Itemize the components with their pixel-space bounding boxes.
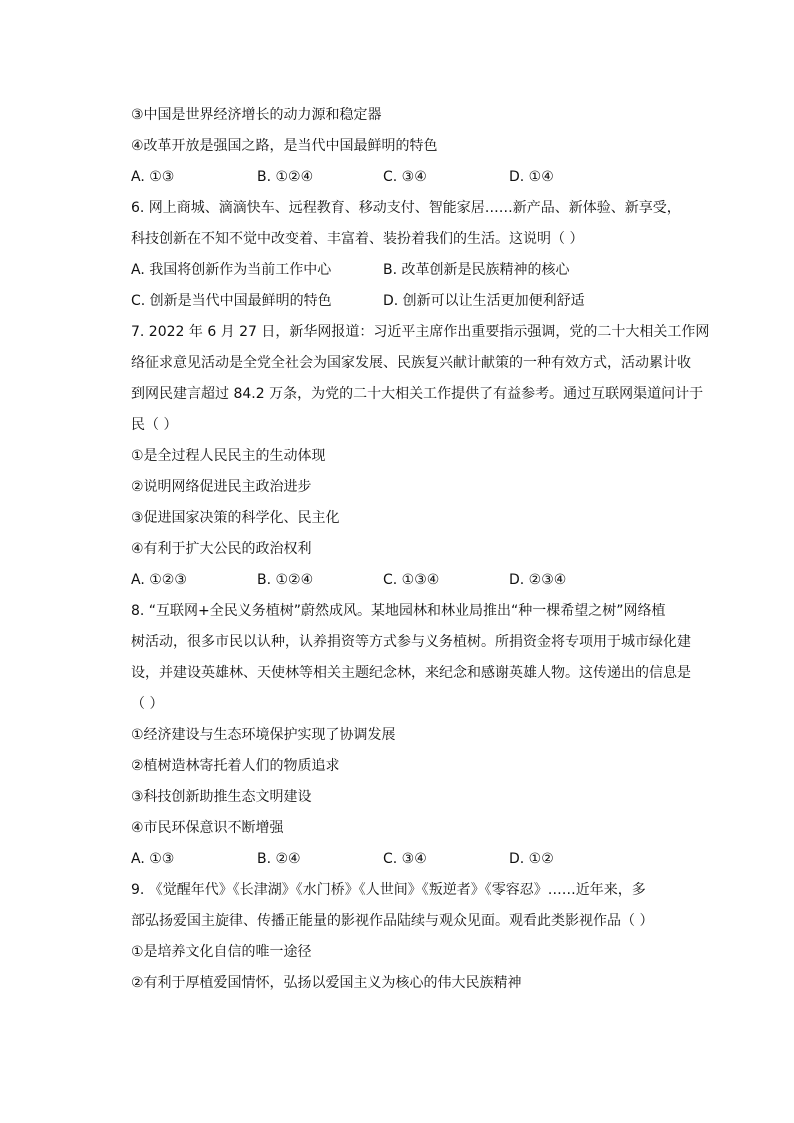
option-d: D. ①② xyxy=(509,851,554,867)
q7-stem-line-3: 到网民建言超过 84.2 万条，为党的二十大相关工作提供了有益参考。通过互联网渠道问计于 xyxy=(131,386,704,402)
option-c: C. ③④ xyxy=(383,851,427,867)
q8-stem-line-1: 8. “互联网+全民义务植树”蔚然成风。某地园林和林业局推出“种一棵希望之树”网络植 xyxy=(131,603,666,619)
q8-statement-4: ④市民环保意识不断增强 xyxy=(131,820,284,836)
q7-stem-line-1: 7. 2022 年 6 月 27 日，新华网报道：习近平主席作出重要指示强调，党的二十大相关工作网 xyxy=(131,324,710,340)
q7-statement-3: ③促进国家决策的科学化、民主化 xyxy=(131,510,340,526)
q6-options-row-2 xyxy=(131,286,691,317)
q8-stem-line-4: （ ） xyxy=(131,696,164,712)
q7-stem-line-2: 络征求意见活动是全党全社会为国家发展、民族复兴献计献策的一种有效方式，活动累计收 xyxy=(131,355,691,371)
q8-options xyxy=(131,844,691,875)
question-content xyxy=(131,100,710,999)
statement-3: ③中国是世界经济增长的动力源和稳定器 xyxy=(131,107,382,123)
option-a: A. ①③ xyxy=(131,851,175,867)
option-c: C. 创新是当代中国最鲜明的特色 xyxy=(131,293,332,309)
q8-statement-1: ①经济建设与生态环境保护实现了协调发展 xyxy=(131,727,396,743)
q7-statement-2: ②说明网络促进民主政治进步 xyxy=(131,479,312,495)
q6-options-row-1 xyxy=(131,255,691,286)
q6-stem-line-2: 科技创新在不知不觉中改变着、丰富着、装扮着我们的生活。这说明（ ） xyxy=(131,231,584,247)
q7-options xyxy=(131,565,691,596)
option-a: A. 我国将创新作为当前工作中心 xyxy=(131,262,332,278)
q9-stem-line-1: 9. 《觉醒年代》《长津湖》《水门桥》《人世间》《叛逆者》《零容忍》……近年来，多 xyxy=(131,882,646,898)
option-a: A. ①③ xyxy=(131,169,175,185)
option-d: D. ①④ xyxy=(509,169,554,185)
q9-statement-1: ①是培养文化自信的唯一途径 xyxy=(131,944,312,960)
q7-statement-4: ④有利于扩大公民的政治权利 xyxy=(131,541,312,557)
option-d: D. ②③④ xyxy=(509,572,567,588)
q8-stem-line-2: 树活动，很多市民以认种，认养捐资等方式参与义务植树。所捐资金将专项用于城市绿化建 xyxy=(131,634,691,650)
option-a: A. ①②③ xyxy=(131,572,187,588)
option-b: B. ①②④ xyxy=(257,169,314,185)
option-c: C. ③④ xyxy=(383,169,427,185)
option-b: B. ②④ xyxy=(257,851,301,867)
q5-options xyxy=(131,162,691,193)
q9-statement-2: ②有利于厚植爱国情怀，弘扬以爱国主义为核心的伟大民族精神 xyxy=(131,975,522,991)
option-c: C. ①③④ xyxy=(383,572,440,588)
statement-4: ④改革开放是强国之路，是当代中国最鲜明的特色 xyxy=(131,138,438,154)
q7-stem-line-4: 民（ ） xyxy=(131,417,178,433)
option-d: D. 创新可以让生活更加便利舒适 xyxy=(383,293,585,309)
q8-statement-2: ②植树造林寄托着人们的物质追求 xyxy=(131,758,340,774)
option-b: B. 改革创新是民族精神的核心 xyxy=(383,262,570,278)
q7-statement-1: ①是全过程人民民主的生动体现 xyxy=(131,448,326,464)
option-b: B. ①②④ xyxy=(257,572,314,588)
q6-stem-line-1: 6. 网上商城、滴滴快车、远程教育、移动支付、智能家居……新产品、新体验、新享受， xyxy=(131,200,681,216)
q9-stem-line-2: 部弘扬爱国主旋律、传播正能量的影视作品陆续与观众见面。观看此类影视作品（ ） xyxy=(131,913,654,929)
q8-stem-line-3: 设，并建设英雄林、天使林等相关主题纪念林，来纪念和感谢英雄人物。这传递出的信息是 xyxy=(131,665,691,681)
q8-statement-3: ③科技创新助推生态文明建设 xyxy=(131,789,312,805)
